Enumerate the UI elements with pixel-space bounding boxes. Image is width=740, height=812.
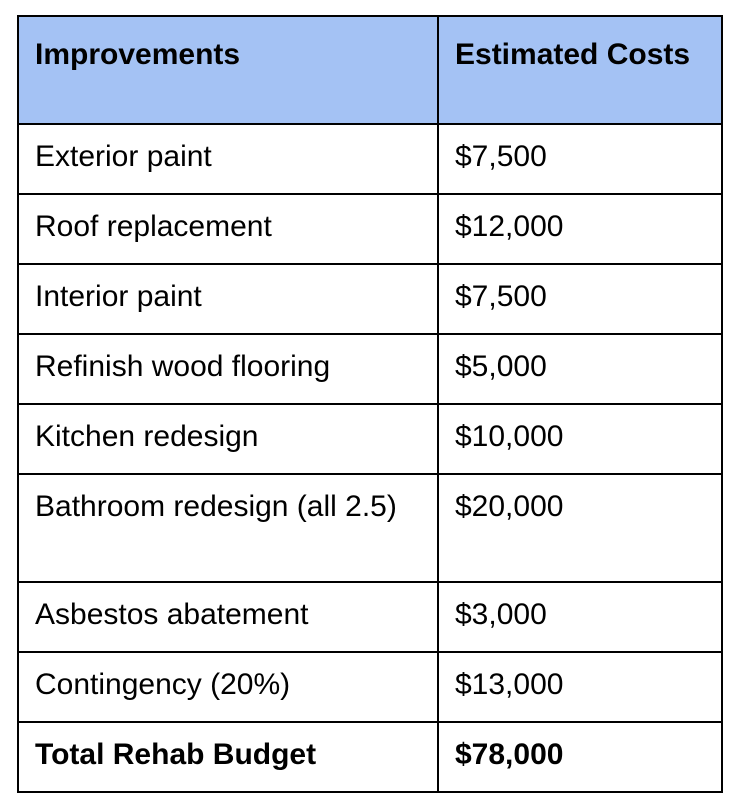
- improvement-cell: Roof replacement: [18, 194, 438, 264]
- rehab-budget-table: [17, 15, 723, 793]
- table-row: [18, 582, 722, 652]
- table-row: [18, 264, 722, 334]
- cost-cell: $20,000: [438, 474, 722, 582]
- cost-cell: $5,000: [438, 334, 722, 404]
- table-row: [18, 404, 722, 474]
- header-improvements: Improvements: [18, 16, 438, 124]
- table-row: [18, 124, 722, 194]
- improvement-cell: Bathroom redesign (all 2.5): [18, 474, 438, 582]
- cost-cell: $10,000: [438, 404, 722, 474]
- header-estimated-costs: Estimated Costs: [438, 16, 722, 124]
- improvement-cell: Interior paint: [18, 264, 438, 334]
- table-row: [18, 194, 722, 264]
- total-label: Total Rehab Budget: [18, 722, 438, 792]
- cost-cell: $12,000: [438, 194, 722, 264]
- total-row: [18, 722, 722, 792]
- table-body: [18, 124, 722, 792]
- improvement-cell: Kitchen redesign: [18, 404, 438, 474]
- cost-cell: $7,500: [438, 264, 722, 334]
- improvement-cell: Refinish wood flooring: [18, 334, 438, 404]
- table-row: [18, 652, 722, 722]
- improvement-cell: Asbestos abatement: [18, 582, 438, 652]
- improvement-cell: Exterior paint: [18, 124, 438, 194]
- cost-cell: $3,000: [438, 582, 722, 652]
- improvement-cell: Contingency (20%): [18, 652, 438, 722]
- header-row: [18, 16, 722, 124]
- total-cost: $78,000: [438, 722, 722, 792]
- table-header: [18, 16, 722, 124]
- table-row: [18, 334, 722, 404]
- cost-cell: $13,000: [438, 652, 722, 722]
- table-row: [18, 474, 722, 582]
- cost-cell: $7,500: [438, 124, 722, 194]
